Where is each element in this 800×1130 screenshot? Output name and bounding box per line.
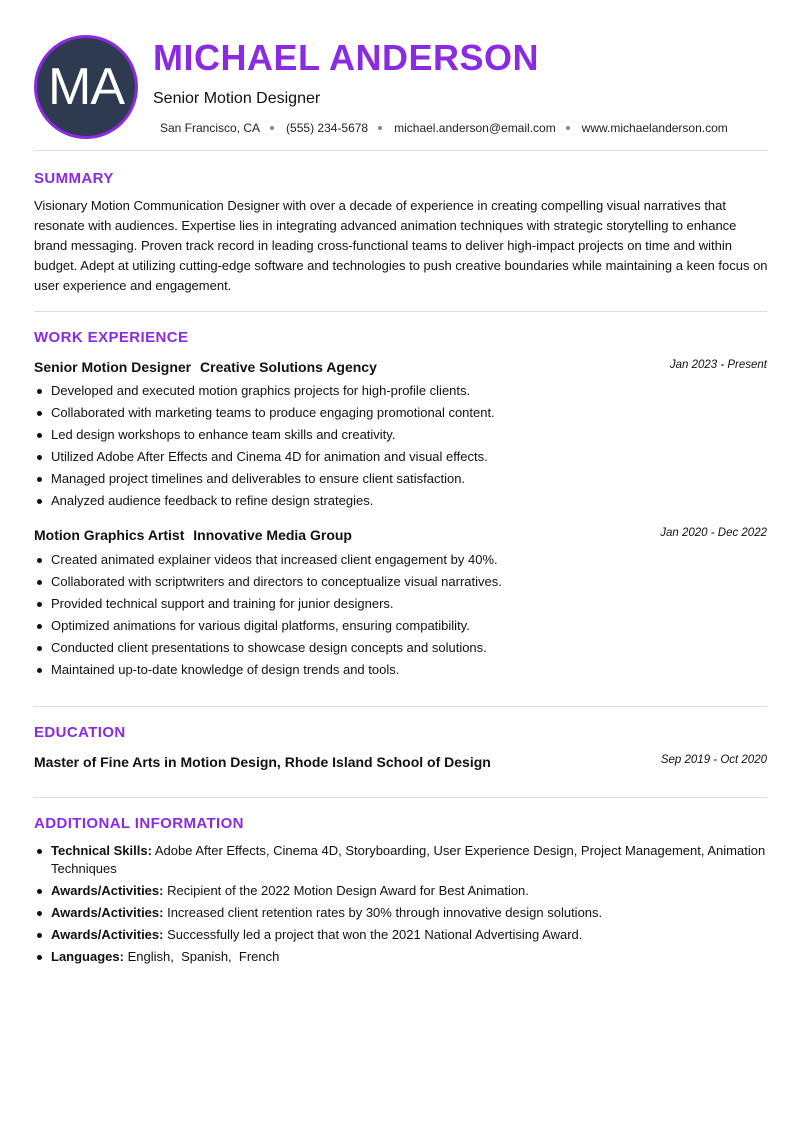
divider <box>34 150 767 151</box>
separator-dot-icon <box>566 126 570 130</box>
list-item: Created animated explainer videos that increased client engagement by 40%. <box>34 549 769 571</box>
additional-info-list <box>34 842 769 970</box>
job-title: Senior Motion Designer <box>34 359 192 375</box>
job-dates: Jan 2023 - Present <box>669 359 767 371</box>
item-text: Adobe After Effects, Cinema 4D, Storyboarding, User Experience Design, Project Management, Animation Techniques <box>51 843 766 876</box>
education-dates: Sep 2019 - Oct 2020 <box>660 754 767 766</box>
list-item: Utilized Adobe After Effects and Cinema 4D for animation and visual effects. <box>34 446 769 468</box>
item-text: English, Spanish, French <box>127 949 280 964</box>
candidate-name: MICHAEL ANDERSON <box>153 37 540 78</box>
item-text: Increased client retention rates by 30% through innovative design solutions. <box>167 905 603 920</box>
list-item: Collaborated with marketing teams to produce engaging promotional content. <box>34 402 769 424</box>
contact-website[interactable]: www.michaelanderson.com <box>581 121 728 135</box>
list-item: Managed project timelines and deliverables to ensure client satisfaction. <box>34 468 769 490</box>
list-item: Developed and executed motion graphics projects for high-profile clients. <box>34 380 769 402</box>
job-header <box>34 526 767 544</box>
list-item: Analyzed audience feedback to refine design strategies. <box>34 490 769 512</box>
job-bullets <box>34 549 769 681</box>
list-item <box>34 882 769 900</box>
list-item: Led design workshops to enhance team skills and creativity. <box>34 424 769 446</box>
list-item: Conducted client presentations to showcase design concepts and solutions. <box>34 637 769 659</box>
job-title: Motion Graphics Artist <box>34 527 185 543</box>
item-label: Languages: <box>51 949 124 964</box>
divider <box>34 706 767 707</box>
divider <box>34 311 767 312</box>
degree: Master of Fine Arts in Motion Design, Rhode Island School of Design <box>34 754 491 770</box>
separator-dot-icon <box>270 126 274 130</box>
summary-heading: SUMMARY <box>34 170 114 187</box>
candidate-title: Senior Motion Designer <box>153 90 321 107</box>
contact-phone: (555) 234-5678 <box>286 121 369 135</box>
list-item: Maintained up-to-date knowledge of design trends and tools. <box>34 659 769 681</box>
item-label: Awards/Activities: <box>51 905 164 920</box>
contact-info <box>160 120 728 136</box>
additional-info-heading: ADDITIONAL INFORMATION <box>34 815 244 832</box>
item-text: Recipient of the 2022 Motion Design Award for Best Animation. <box>167 883 529 898</box>
contact-location: San Francisco, CA <box>160 121 261 135</box>
item-label: Technical Skills: <box>51 843 152 858</box>
job-company: Creative Solutions Agency <box>200 359 377 375</box>
list-item: Collaborated with scriptwriters and directors to conceptualize visual narratives. <box>34 571 769 593</box>
job-bullets <box>34 380 769 512</box>
work-experience-heading: WORK EXPERIENCE <box>34 329 189 346</box>
list-item <box>34 842 769 878</box>
item-label: Awards/Activities: <box>51 927 164 942</box>
item-text: Successfully led a project that won the 2021 National Advertising Award. <box>167 927 583 942</box>
list-item <box>34 926 769 944</box>
list-item <box>34 904 769 922</box>
education-heading: EDUCATION <box>34 724 126 741</box>
avatar <box>34 35 138 139</box>
contact-email[interactable]: michael.anderson@email.com <box>394 121 556 135</box>
item-label: Awards/Activities: <box>51 883 164 898</box>
avatar-initials: MA <box>48 58 124 116</box>
job-dates: Jan 2020 - Dec 2022 <box>660 527 767 539</box>
job-company: Innovative Media Group <box>193 527 352 543</box>
summary-text: Visionary Motion Communication Designer with over a decade of experience in creating compelling visual narratives that resonate with audiences. Expertise lies in integrating advanced animation techniques with strategic storytelling to enhance brand messaging. Proven track record in leading cross-functional teams to deliver high-impact projects on time and within budget. Adept at utilizing cutting-edge software and technologies to push creative boundaries while maintaining a keen focus on user experience and engagement. <box>34 198 768 293</box>
divider <box>34 797 767 798</box>
list-item: Provided technical support and training for junior designers. <box>34 593 769 615</box>
education-entry <box>34 753 767 771</box>
list-item: Optimized animations for various digital platforms, ensuring compatibility. <box>34 615 769 637</box>
job-header <box>34 358 767 376</box>
separator-dot-icon <box>378 126 382 130</box>
list-item <box>34 948 769 966</box>
